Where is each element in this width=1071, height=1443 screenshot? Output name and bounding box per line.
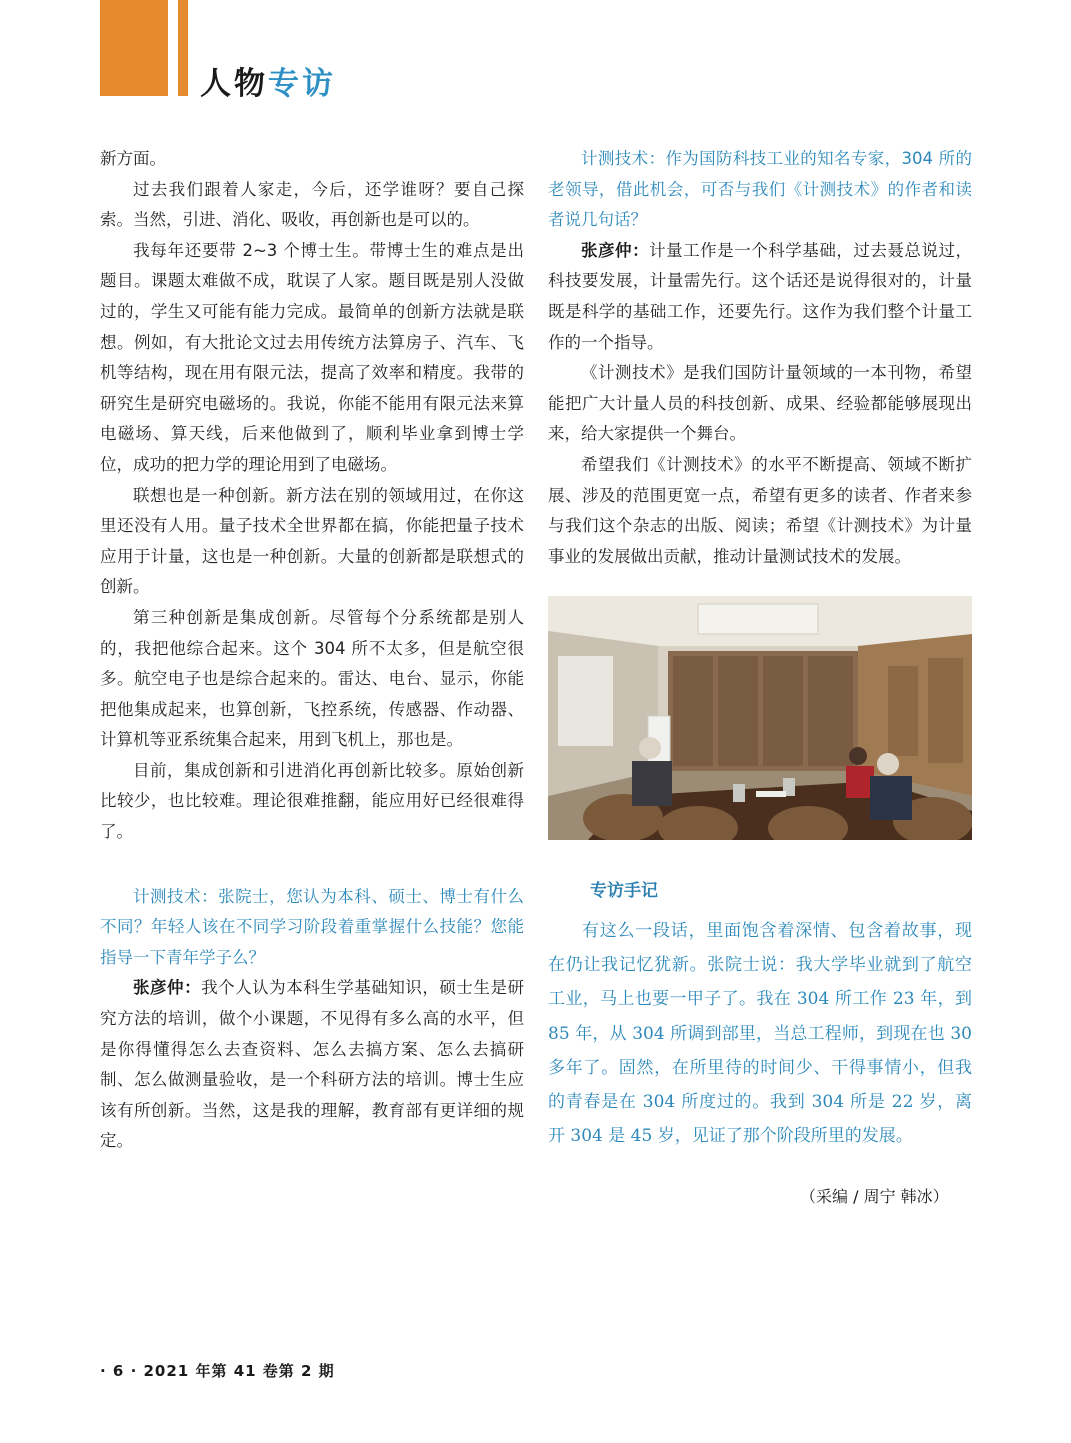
answer-text: 计量工作是一个科学基础，过去聂总说过，科技要发展，计量需先行。这个话还是说得很对的，计量既是科学的基础工作，还要先行。这作为我们整个计量工作的一个指导。 <box>548 240 973 352</box>
paragraph: 新方面。 <box>100 149 166 168</box>
interview-question: 计测技术：张院士，您认为本科、硕士、博士有什么不同？年轻人该在不同学习阶段着重掌握什么技能？您能指导一下青年学子么？ <box>100 886 524 967</box>
right-column <box>548 144 972 572</box>
paragraph: 过去我们跟着人家走，今后，还学谁呀？要自己探索。当然，引进、消化、吸收，再创新也是可以的。 <box>100 179 524 230</box>
paragraph: 《计测技术》是我们国防计量领域的一本刊物，希望能把广大计量人员的科技创新、成果、经验都能够展现出来，给大家提供一个舞台。 <box>548 363 972 444</box>
section-title-part1: 人物 <box>200 66 268 102</box>
paragraph: 联想也是一种创新。新方法在别的领域用过，在你这里还没有人用。量子技术全世界都在搞，你能把量子技术应用于计量，这也是一种创新。大量的创新都是联想式的创新。 <box>100 485 524 597</box>
section-title-part2: 专访 <box>268 66 336 102</box>
paragraph: 我每年还要带 2~3 个博士生。带博士生的难点是出题目。课题太难做不成，耽误了人家。题目既是别人没做过的，学生又可能有能力完成。最简单的创新方法就是联想。例如，有大批论文过去用传统方法算房子、汽车、飞机等结构，现在用有限元法，提高了效率和精度。我带的研究生是研究电磁场的。我说，你能不能用有限元法来算电磁场、算天线，后来他做到了，顺利毕业拿到博士学位，成功的把力学的理论用到了电磁场。 <box>100 240 524 474</box>
notes-title: 专访手记 <box>590 881 658 901</box>
left-column <box>100 144 524 1157</box>
header-accent-bar <box>100 0 168 96</box>
speaker-name: 张彦仲： <box>581 240 650 260</box>
speaker-name: 张彦仲： <box>133 978 202 998</box>
interview-question: 计测技术：作为国防科技工业的知名专家，304 所的老领导，借此机会，可否与我们《计测技术》的作者和读者说几句话？ <box>548 149 972 230</box>
paragraph: 希望我们《计测技术》的水平不断提高、领域不断扩展、涉及的范围更宽一点，希望有更多的读者、作者来参与我们这个杂志的出版、阅读；希望《计测技术》为计量事业的发展做出贡献，推动计量测试技术的发展。 <box>548 454 972 566</box>
notes-body: 有这么一段话，里面饱含着深情、包含着故事，现在仍让我记忆犹新。张院士说：我大学毕业就到了航空工业，马上也要一甲子了。我在 304 所工作 23 年，到 85 年，从 304 所调到部里，当总工程师，到现在也 30 多年了。固然，在所里待的时间少、干得事情小，但我的青春是在 304 所度过的。我到 304 所是 22 岁，离开 304 是 45 岁，见证了那个阶段所里的发展。 <box>548 921 972 1147</box>
header-accent-stripe <box>178 0 188 96</box>
page-footer: · 6 · 2021 年第 41 卷第 2 期 <box>100 1362 335 1380</box>
interview-photo <box>548 596 972 840</box>
answer-text: 我个人认为本科生学基础知识，硕士生是研究方法的培训，做个小课题，不见得有多么高的水平，但是你得懂得怎么去查资料、怎么去搞方案、怎么去搞研制、怎么做测量验收，是一个科研方法的培训。博士生应该有所创新。当然，这是我的理解，教育部有更详细的规定。 <box>100 978 525 1151</box>
paragraph: 目前，集成创新和引进消化再创新比较多。原始创新比较少，也比较难。理论很难推翻，能应用好已经很难得了。 <box>100 760 524 842</box>
byline: （采编 / 周宁 韩冰） <box>800 1187 949 1206</box>
paragraph: 第三种创新是集成创新。尽管每个分系统都是别人的，我把他综合起来。这个 304 所不太多，但是航空很多。航空电子也是综合起来的。雷达、电台、显示，你能把他集成起来，也算创新，飞控系统，传感器、作动器、计算机等亚系统集合起来，用到飞机上，那也是。 <box>100 607 524 750</box>
interview-answer <box>100 973 524 1157</box>
interview-answer <box>548 236 972 358</box>
section-title <box>200 58 336 103</box>
